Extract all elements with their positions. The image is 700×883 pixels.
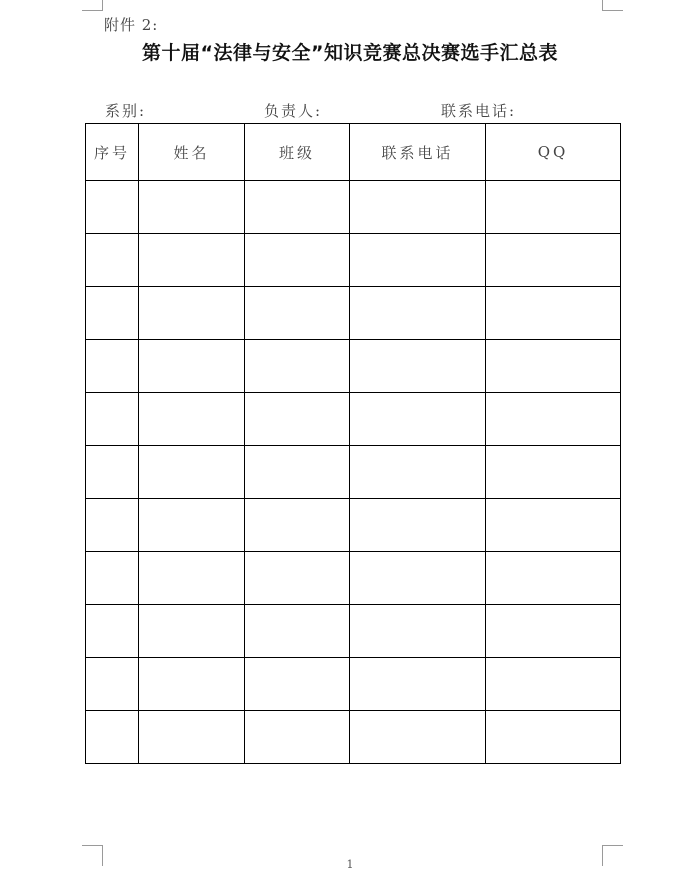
table-row xyxy=(86,287,621,340)
table-cell[interactable] xyxy=(245,499,350,552)
table-cell[interactable] xyxy=(86,499,139,552)
table-cell[interactable] xyxy=(486,711,621,764)
table-cell[interactable] xyxy=(139,711,245,764)
table-row xyxy=(86,499,621,552)
column-header-name: 姓名 xyxy=(139,124,245,181)
table-header-row xyxy=(86,124,621,181)
roster-table xyxy=(85,123,621,764)
table-cell[interactable] xyxy=(139,234,245,287)
table-cell[interactable] xyxy=(139,605,245,658)
table-cell[interactable] xyxy=(486,393,621,446)
table-cell[interactable] xyxy=(486,552,621,605)
table-cell[interactable] xyxy=(86,446,139,499)
table-cell[interactable] xyxy=(86,552,139,605)
table-body xyxy=(86,181,621,764)
table-cell[interactable] xyxy=(350,605,486,658)
table-cell[interactable] xyxy=(139,287,245,340)
table-row xyxy=(86,234,621,287)
table-cell[interactable] xyxy=(86,234,139,287)
table-cell[interactable] xyxy=(486,605,621,658)
owner-label: 负责人: xyxy=(264,102,323,120)
table-cell[interactable] xyxy=(139,658,245,711)
column-header-index: 序号 xyxy=(86,124,139,181)
crop-mark-top-right xyxy=(602,0,623,11)
table-cell[interactable] xyxy=(245,287,350,340)
table-cell[interactable] xyxy=(86,605,139,658)
table-row xyxy=(86,340,621,393)
table-cell[interactable] xyxy=(245,605,350,658)
table-cell[interactable] xyxy=(245,658,350,711)
table-row xyxy=(86,711,621,764)
table-row xyxy=(86,393,621,446)
table-cell[interactable] xyxy=(245,340,350,393)
table-cell[interactable] xyxy=(350,499,486,552)
page-title: 第十届“法律与安全”知识竞赛总决赛选手汇总表 xyxy=(142,42,558,64)
table-cell[interactable] xyxy=(139,340,245,393)
table-cell[interactable] xyxy=(245,711,350,764)
crop-mark-top-left xyxy=(82,0,103,11)
table-cell[interactable] xyxy=(486,340,621,393)
table-cell[interactable] xyxy=(486,287,621,340)
table-cell[interactable] xyxy=(86,287,139,340)
table-cell[interactable] xyxy=(86,711,139,764)
table-cell[interactable] xyxy=(350,658,486,711)
table-cell[interactable] xyxy=(350,552,486,605)
table-cell[interactable] xyxy=(86,340,139,393)
column-header-qq: QQ xyxy=(486,124,621,181)
table-cell[interactable] xyxy=(350,393,486,446)
table-cell[interactable] xyxy=(139,552,245,605)
table-cell[interactable] xyxy=(350,234,486,287)
attachment-label: 附件 2: xyxy=(104,16,159,34)
table-cell[interactable] xyxy=(486,181,621,234)
table-cell[interactable] xyxy=(350,181,486,234)
table-cell[interactable] xyxy=(350,340,486,393)
column-header-class: 班级 xyxy=(245,124,350,181)
table-cell[interactable] xyxy=(245,234,350,287)
page-number: 1 xyxy=(346,858,354,871)
table-row xyxy=(86,605,621,658)
table-cell[interactable] xyxy=(486,499,621,552)
table-cell[interactable] xyxy=(139,446,245,499)
table-row xyxy=(86,658,621,711)
department-label: 系别: xyxy=(105,102,147,120)
table-row xyxy=(86,552,621,605)
table-cell[interactable] xyxy=(486,234,621,287)
table-cell[interactable] xyxy=(86,393,139,446)
table-cell[interactable] xyxy=(350,446,486,499)
table-cell[interactable] xyxy=(139,393,245,446)
table-cell[interactable] xyxy=(350,711,486,764)
column-header-phone: 联系电话 xyxy=(350,124,486,181)
table-cell[interactable] xyxy=(350,287,486,340)
table-cell[interactable] xyxy=(245,446,350,499)
table-cell[interactable] xyxy=(139,499,245,552)
table-cell[interactable] xyxy=(486,658,621,711)
contact-phone-label: 联系电话: xyxy=(441,102,517,120)
table-cell[interactable] xyxy=(86,658,139,711)
table-cell[interactable] xyxy=(245,181,350,234)
table-cell[interactable] xyxy=(139,181,245,234)
table-cell[interactable] xyxy=(245,552,350,605)
table-row xyxy=(86,181,621,234)
table-cell[interactable] xyxy=(245,393,350,446)
table-row xyxy=(86,446,621,499)
table-cell[interactable] xyxy=(486,446,621,499)
table-cell[interactable] xyxy=(86,181,139,234)
